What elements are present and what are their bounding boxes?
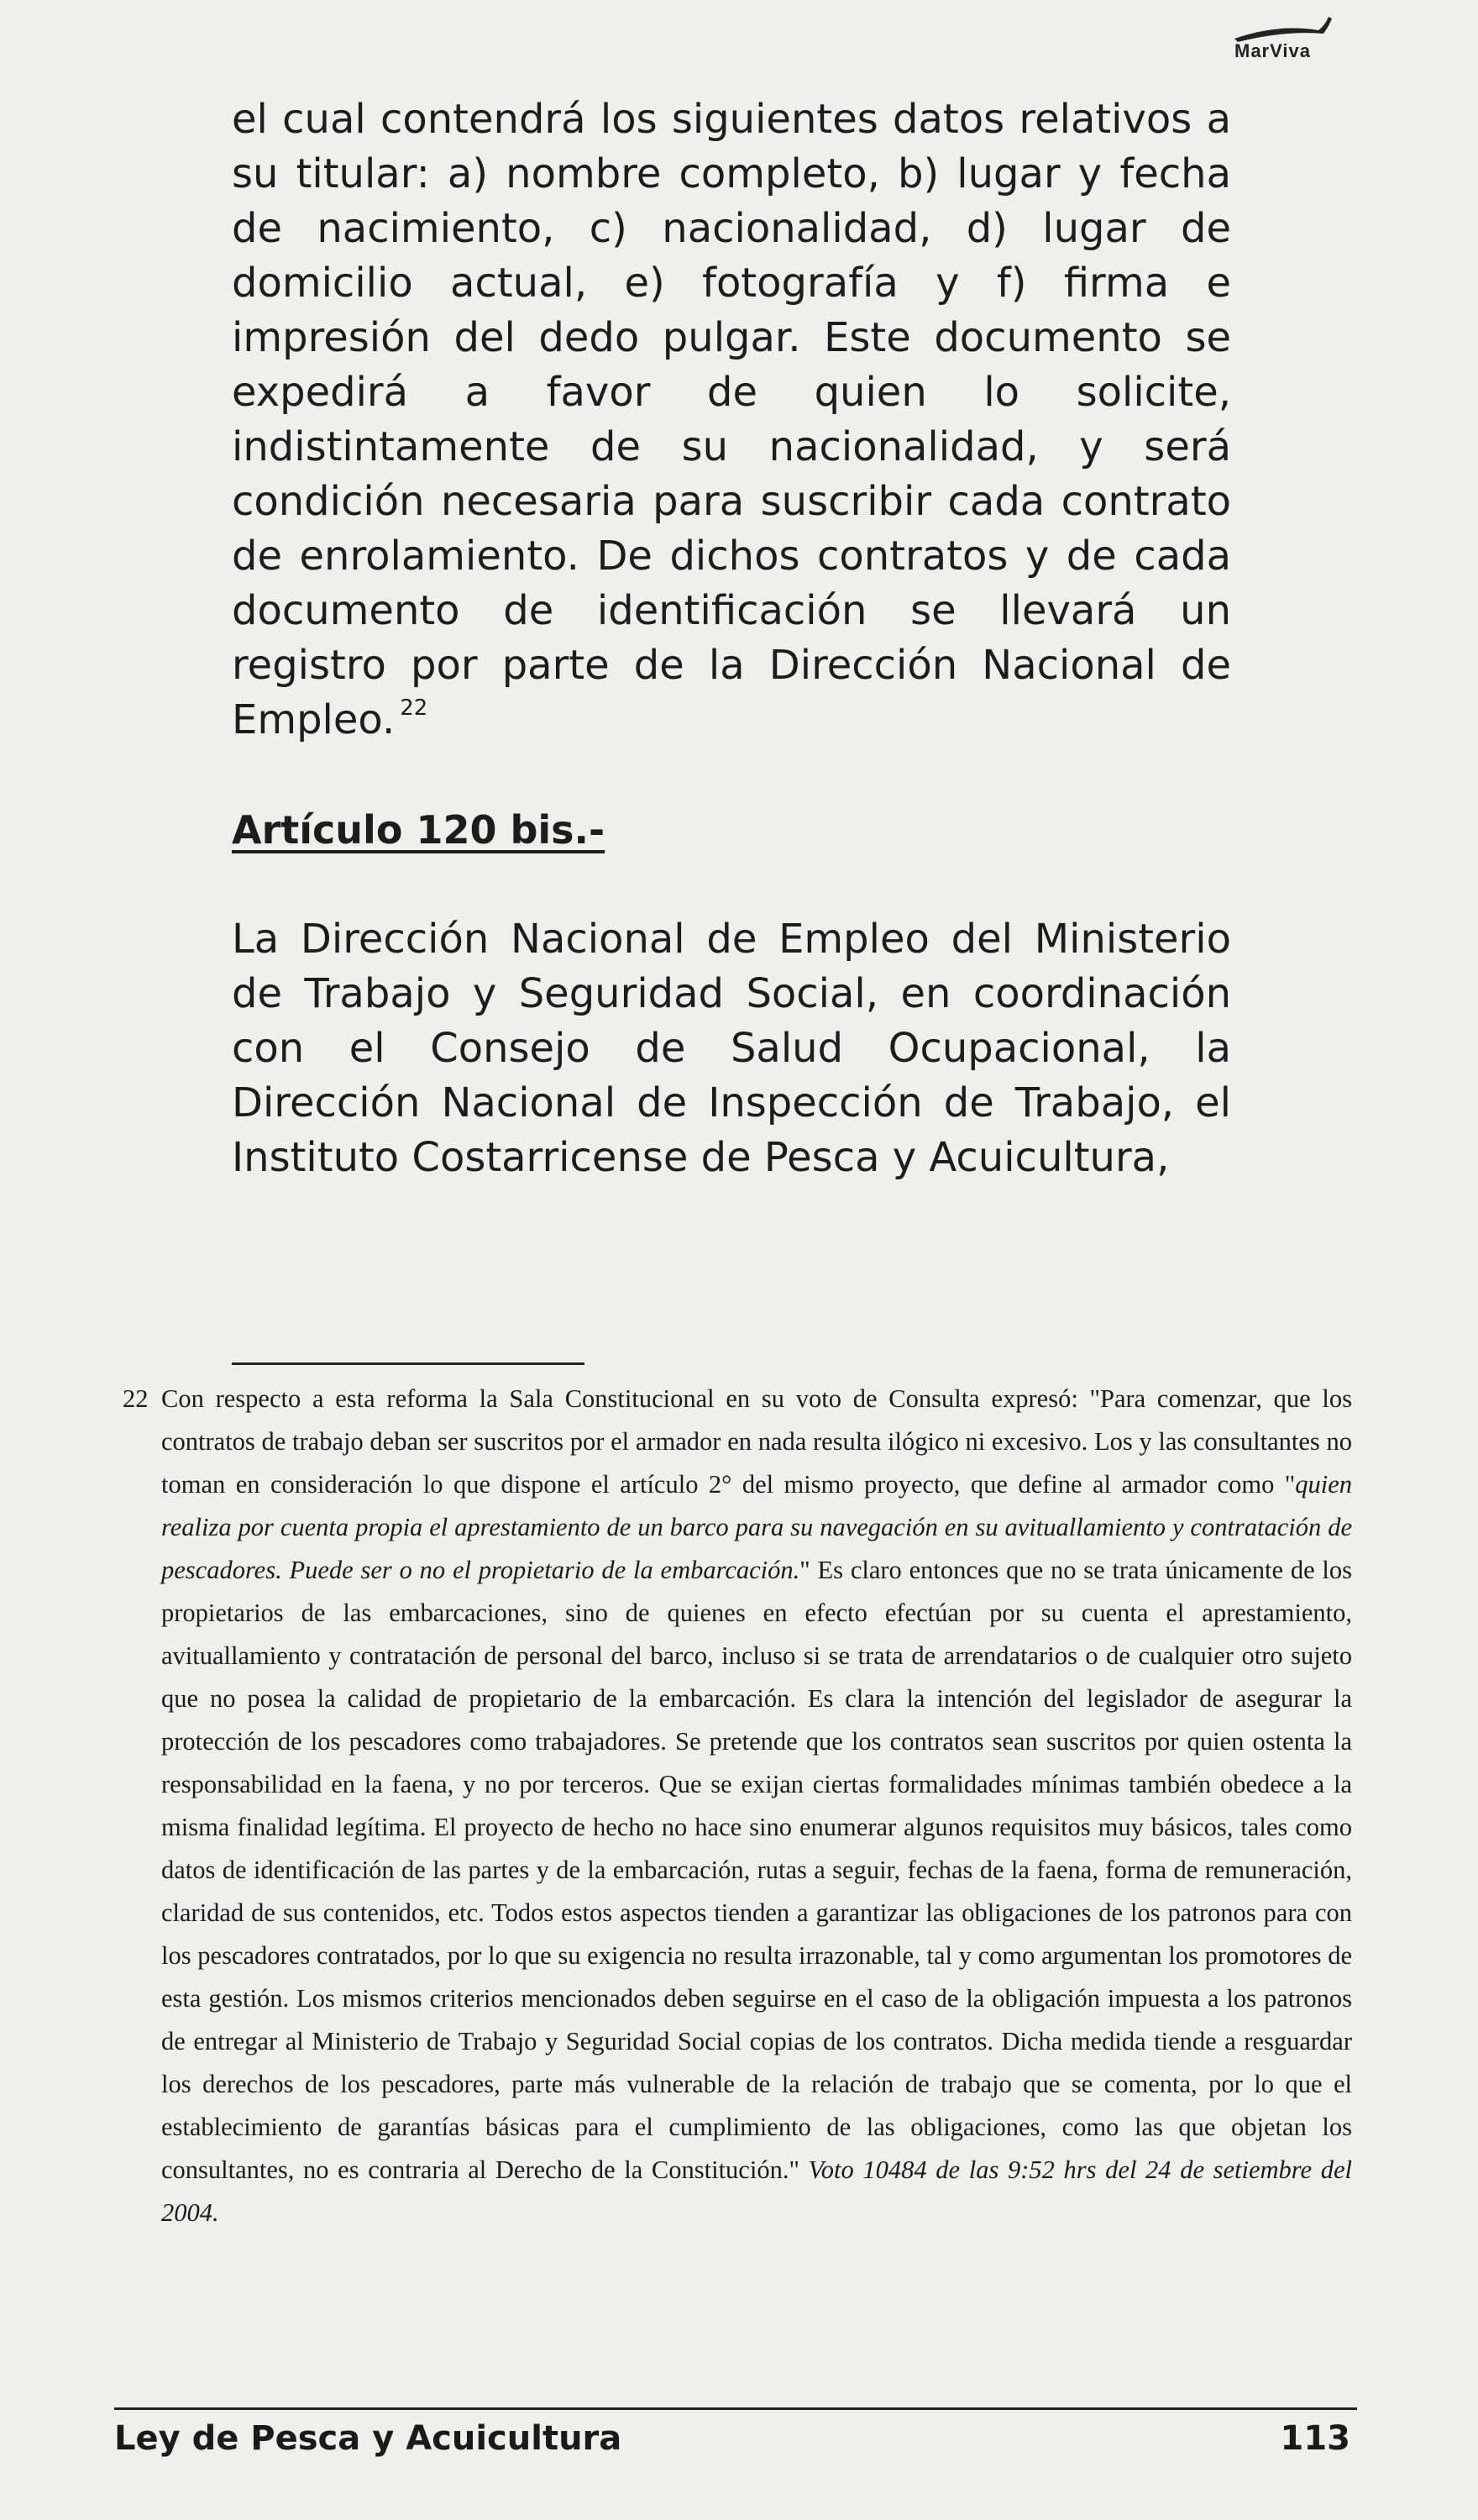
article-heading: Artículo 120 bis.- <box>232 807 605 853</box>
footnote-text-2: " Es claro entonces que no se trata únicamente de los propietarios de las embarcaciones, sino de quienes en efecto efectúan por su cuenta el aprestamiento, avituallamiento y contratación de personal del barco, incluso si se trata de arrendatarios o de cualquier otro sujeto que no posea la calidad de propietario de la embarcación. Es clara la intención del legislador de asegurar la protección de los pescadores como trabajadores. Se pretende que los contratos sean suscritos por quien ostenta la responsabilidad en la faena, y no por terceros. Que se exijan ciertas formalidades mínimas también obedece a la misma finalidad legítima. El proyecto de hecho no hace sino enumerar algunos requisitos muy básicos, tales como datos de identificación de las partes y de la embarcación, rutas a seguir, fechas de la faena, forma de remuneración, claridad de sus contenidos, etc. Todos estos aspectos tienden a garantizar las obligaciones de los patronos para con los pescadores contratados, por lo que su exigencia no resulta irrazonable, tal y como argumentan los promotores de esta gestión. Los mismos criterios mencionados deben seguirse en el caso de la obligación impuesta a los patronos de entregar al Ministerio de Trabajo y Seguridad Social copias de los contratos. Dicha medida tiende a resguardar los derechos de los pescadores, parte más vulnerable de la relación de trabajo que se comenta, por lo que el establecimiento de garantías básicas para el cumplimiento de las obligaciones, como las que objetan los consultantes, no es contraria al Derecho de la Constitución." <box>161 1556 1353 2184</box>
marviva-logo <box>1226 15 1352 66</box>
footnote-separator <box>232 1362 584 1365</box>
footnote-body <box>161 1378 1352 2234</box>
main-text <box>232 92 1231 1185</box>
footnote-number: 22 <box>123 1384 149 1413</box>
footnote-text-1: Con respecto a esta reforma la Sala Constitucional en su voto de Consulta expresó: "Para comenzar, que los contratos de trabajo deban ser suscritos por el armador en nada resulta ilógico ni excesivo. Los y las consultantes no toman en consideración lo que dispone el artículo 2° del mismo proyecto, que define al armador como " <box>161 1384 1352 1499</box>
footnote-citation: Voto 10484 de las 9:52 hrs del 24 de setiembre del 2004. <box>161 2155 1352 2227</box>
page-number: 113 <box>1280 2419 1350 2458</box>
footnote-reference: 22 <box>400 696 428 721</box>
footer-book-title: Ley de Pesca y Acuicultura <box>114 2419 622 2458</box>
logo-text: MarViva <box>1234 40 1311 61</box>
paragraph-1 <box>232 92 1231 748</box>
footer-rule <box>114 2407 1357 2410</box>
footnote-italic-definition: quien realiza por cuenta propia el aprestamiento de un barco para su navegación en su avituallamiento y contratación de pescadores. Puede ser o no el propietario de la embarcación. <box>161 1470 1352 1584</box>
paragraph-2: La Dirección Nacional de Empleo del Ministerio de Trabajo y Seguridad Social, en coordinación con el Consejo de Salud Ocupacional, la Dirección Nacional de Inspección de Trabajo, el Instituto Costarricense de Pesca y Acuicultura, <box>232 916 1231 1181</box>
footnote <box>123 1378 1352 2234</box>
paragraph-1-text: el cual contendrá los siguientes datos relativos a su titular: a) nombre completo, b) lugar y fecha de nacimiento, c) nacionalidad, d) lugar de domicilio actual, e) fotografía y f) firma e impresión del dedo pulgar. Este documento se expedirá a favor de quien lo solicite, indistintamente de su nacionalidad, y será condición necesaria para suscribir cada contrato de enrolamiento. De dichos contratos y de cada documento de identificación se llevará un registro por parte de la Dirección Nacional de Empleo. <box>232 96 1231 743</box>
